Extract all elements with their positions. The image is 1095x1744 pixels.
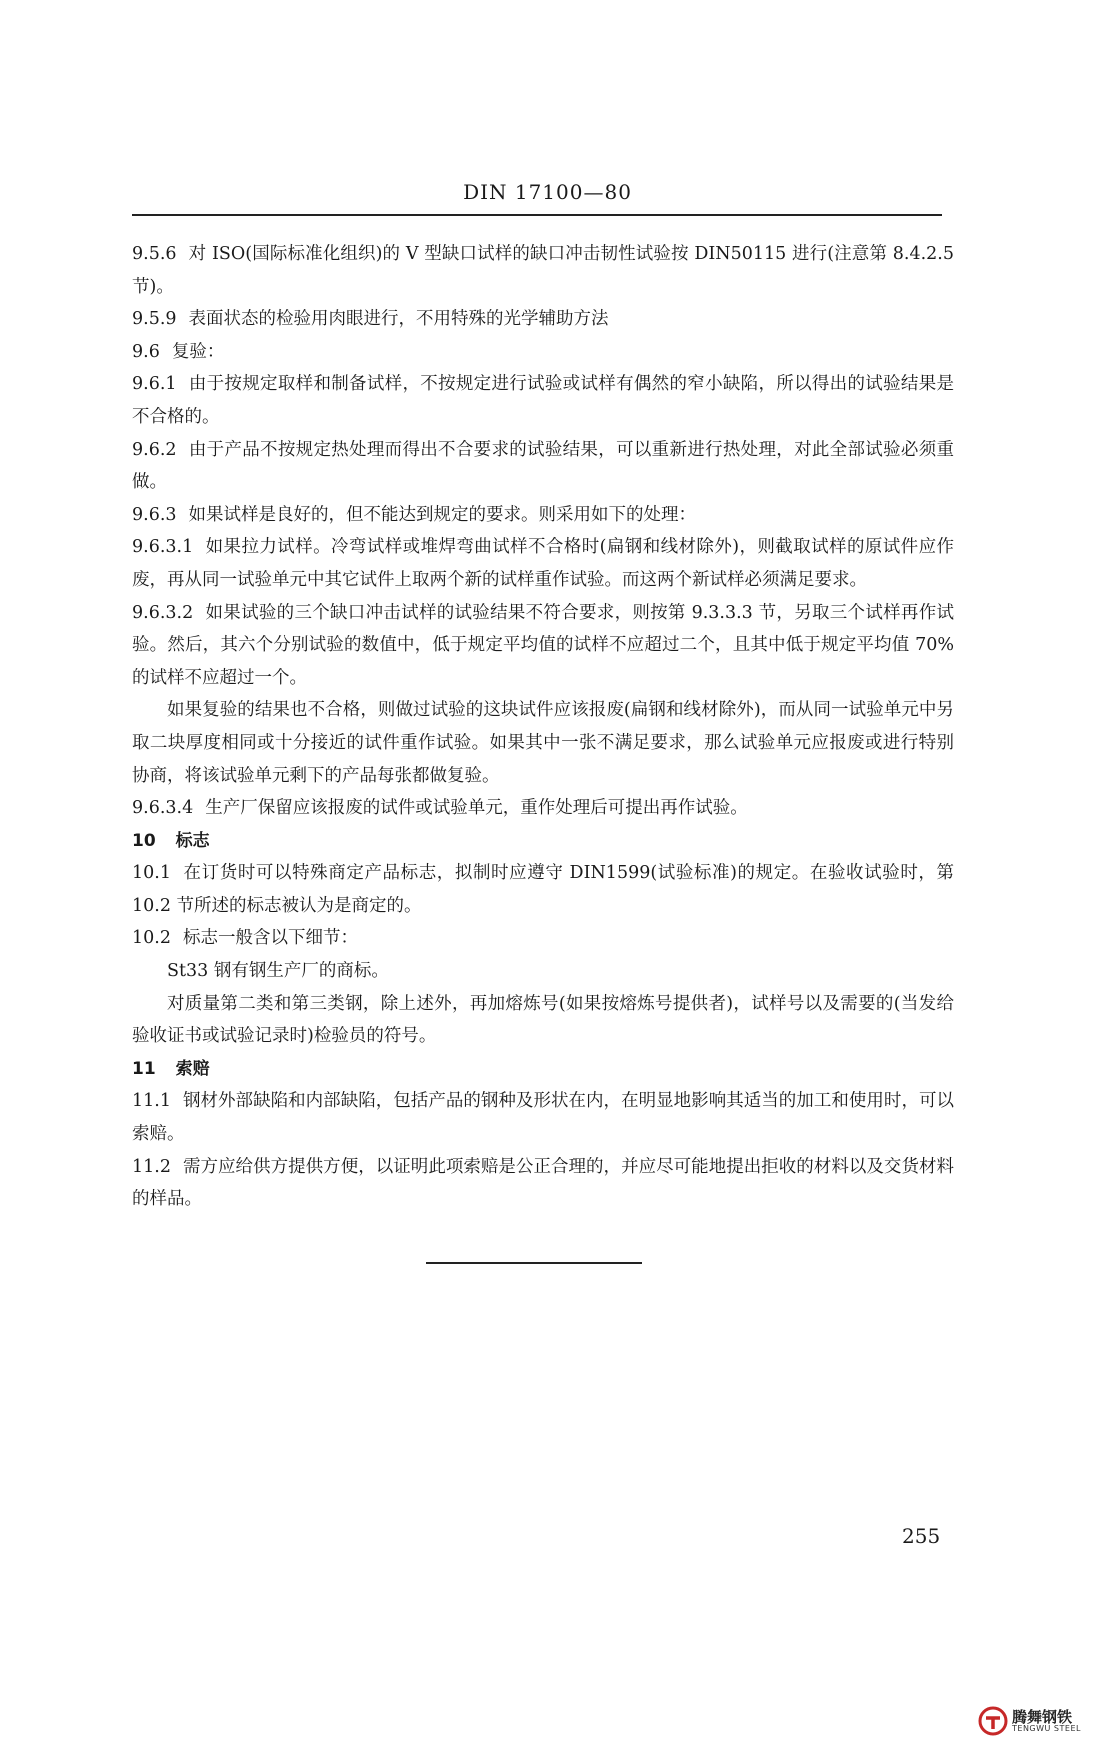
header-rule bbox=[132, 214, 942, 216]
brand-logo-icon bbox=[978, 1706, 1008, 1736]
section-text: 由于按规定取样和制备试样，不按规定进行试验或试样有偶然的窄小缺陷，所以得出的试验结果是不合格的。 bbox=[132, 374, 954, 427]
brand-name-en: TENGWU STEEL bbox=[1012, 1723, 1081, 1733]
heading-10-marking bbox=[132, 825, 954, 858]
section-number: 10.2 bbox=[132, 928, 171, 949]
paragraph-11-2 bbox=[132, 1151, 954, 1216]
section-text: 钢材外部缺陷和内部缺陷，包括产品的钢种及形状在内，在明显地影响其适当的加工和使用时，可以索赔。 bbox=[132, 1091, 954, 1145]
section-text: 表面状态的检验用肉眼进行，不用特殊的光学辅助方法 bbox=[188, 309, 609, 330]
paragraph-11-1 bbox=[132, 1085, 954, 1150]
brand-name-cn: 腾舞钢铁 bbox=[1012, 1707, 1073, 1726]
paragraph-9-6 bbox=[132, 336, 954, 369]
section-number: 9.6.3 bbox=[132, 504, 177, 525]
section-text: 对质量第二类和第三类钢，除上述外，再加熔炼号(如果按熔炼号提供者)，试样号以及需要的(当发给验收证书或试验记录时)检验员的符号。 bbox=[132, 993, 954, 1047]
heading-11-claims bbox=[132, 1053, 954, 1086]
paragraph-9-6-3-2 bbox=[132, 597, 954, 695]
section-number: 11.1 bbox=[132, 1091, 171, 1112]
section-number: 9.6.3.1 bbox=[132, 537, 194, 558]
section-number: 9.6.1 bbox=[132, 374, 177, 395]
section-number: 11 bbox=[132, 1058, 156, 1079]
paragraph-9-5-9 bbox=[132, 303, 954, 336]
section-number: 9.6.3.2 bbox=[132, 602, 194, 623]
section-number: 9.5.6 bbox=[132, 244, 177, 264]
paragraph-st33-mark bbox=[132, 955, 954, 988]
section-number: 9.5.9 bbox=[132, 309, 177, 330]
document-body bbox=[132, 238, 954, 1216]
section-text: 如果复验的结果也不合格，则做过试验的这块试件应该报废(扁钢和线材除外)，而从同一试验单元中另取二块厚度相同或十分接近的试件重作试验。如果其中一张不满足要求，那么试验单元应报废或进行特别协商，将该试验单元剩下的产品每张都做复验。 bbox=[132, 700, 954, 786]
section-text: 复验： bbox=[171, 341, 225, 362]
paragraph-10-1 bbox=[132, 857, 954, 922]
paragraph-9-6-3-1 bbox=[132, 531, 954, 596]
section-number: 9.6.2 bbox=[132, 439, 177, 460]
section-text: St33 钢有钢生产厂的商标。 bbox=[167, 961, 389, 982]
section-text: 如果试样是良好的，但不能达到规定的要求。则采用如下的处理： bbox=[188, 504, 697, 525]
section-text: 如果试验的三个缺口冲击试样的试验结果不符合要求，则按第 9.3.3.3 节，另取三个试样再作试验。然后，其六个分别试验的数值中，低于规定平均值的试样不应超过二个，且其中低于规定平均值 70% 的试样不应超过一个。 bbox=[132, 602, 954, 688]
section-number: 9.6.3.4 bbox=[132, 798, 194, 819]
section-text: 需方应给供方提供方便，以证明此项索赔是公正合理的，并应尽可能地提出拒收的材料以及交货材料的样品。 bbox=[132, 1156, 954, 1210]
section-text: 对 ISO(国际标准化组织)的 V 型缺口试样的缺口冲击韧性试验按 DIN50115 进行(注意第 8.4.2.5 节)。 bbox=[132, 244, 954, 297]
section-text: 在订货时可以特殊商定产品标志，拟制时应遵守 DIN1599(试验标准)的规定。在验收试验时，第 10.2 节所述的标志被认为是商定的。 bbox=[132, 863, 954, 916]
paragraph-9-6-2 bbox=[132, 434, 954, 499]
section-title: 标志 bbox=[175, 830, 210, 851]
paragraph-9-5-6 bbox=[132, 238, 954, 303]
section-number: 10.1 bbox=[132, 863, 171, 884]
paragraph-9-6-3-4 bbox=[132, 792, 954, 825]
paragraph-10-2 bbox=[132, 922, 954, 955]
section-number: 9.6 bbox=[132, 341, 160, 362]
section-text: 由于产品不按规定热处理而得出不合要求的试验结果，可以重新进行热处理，对此全部试验必须重做。 bbox=[132, 439, 954, 493]
header-title: DIN 17100—80 bbox=[463, 180, 632, 204]
page-number: 255 bbox=[902, 1524, 941, 1548]
paragraph-9-6-1 bbox=[132, 368, 954, 433]
section-text: 生产厂保留应该报废的试件或试验单元，重作处理后可提出再作试验。 bbox=[205, 798, 748, 819]
end-rule bbox=[426, 1262, 642, 1264]
section-text: 标志一般含以下细节： bbox=[182, 928, 358, 949]
paragraph-quality-classes bbox=[132, 988, 954, 1053]
section-title: 索赔 bbox=[175, 1058, 210, 1079]
page-header bbox=[0, 180, 1095, 204]
section-text: 如果拉力试样。冷弯试样或堆焊弯曲试样不合格时(扁钢和线材除外)，则截取试样的原试件应作废，再从同一试验单元中其它试件上取两个新的试样重作试验。而这两个新试样必须满足要求。 bbox=[132, 537, 954, 590]
paragraph-retest-failure bbox=[132, 694, 954, 792]
brand-logo bbox=[978, 1704, 1081, 1738]
brand-logo-text bbox=[1012, 1707, 1081, 1733]
section-number: 10 bbox=[132, 830, 156, 851]
section-number: 11.2 bbox=[132, 1156, 171, 1177]
paragraph-9-6-3 bbox=[132, 499, 954, 532]
